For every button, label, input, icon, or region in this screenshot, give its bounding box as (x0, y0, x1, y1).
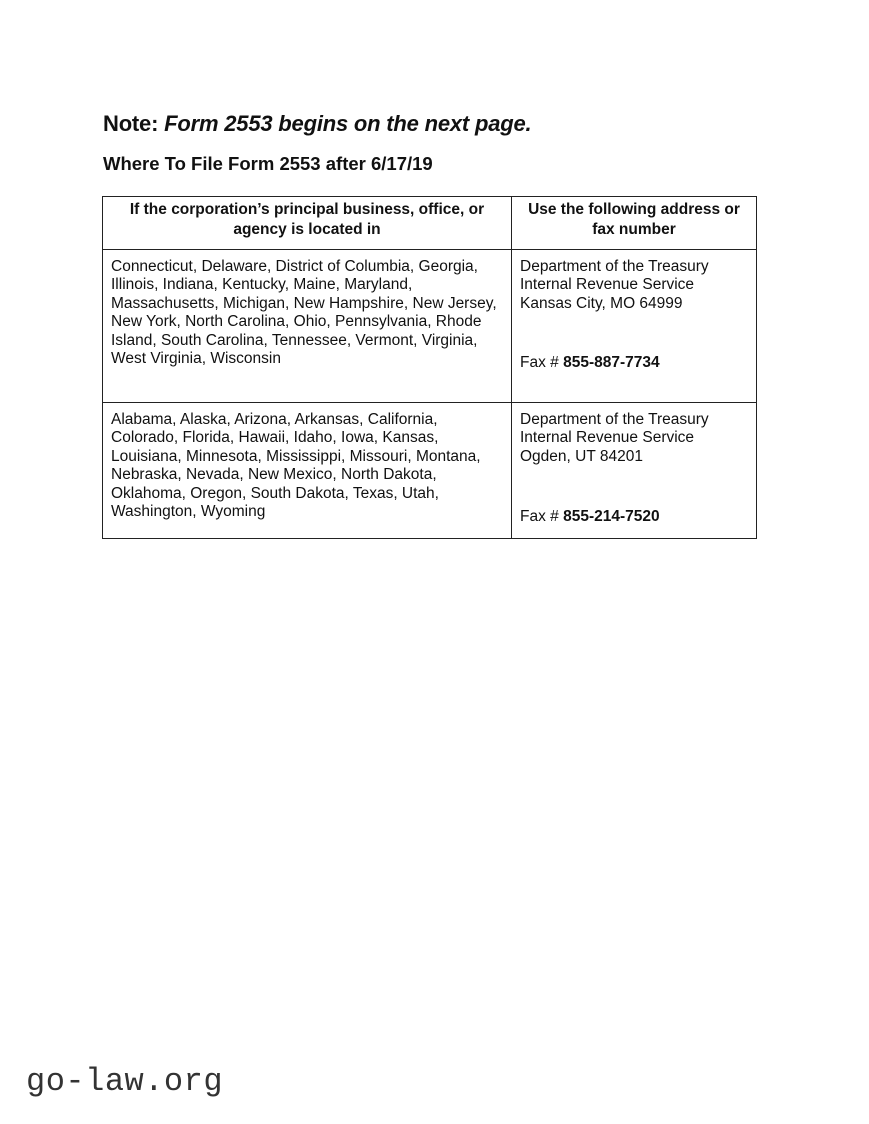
fax-line (520, 354, 660, 372)
table-row (103, 403, 757, 539)
table-row (103, 250, 757, 403)
fax-number: 855-887-7734 (563, 353, 660, 371)
header-location: If the corporation’s principal business, office, or agency is located in (103, 197, 512, 250)
filing-address-table (102, 196, 757, 539)
fax-label: Fax # (520, 353, 559, 371)
section-title: Where To File Form 2553 after 6/17/19 (103, 153, 433, 174)
address-cell (512, 403, 757, 539)
note-text: Form 2553 begins on the next page. (164, 111, 532, 136)
states-cell: Connecticut, Delaware, District of Columbia, Georgia, Illinois, Indiana, Kentucky, Maine, Maryland, Massachusetts, Michigan, New Hampshire, New Jersey, New York, North Carolina, Ohio, Pennsylvania, Rhode Island, South Carolina, Tennessee, Vermont, Virginia, West Virginia, Wisconsin (103, 250, 512, 403)
address-line: Department of the Treasury (520, 411, 709, 428)
fax-label: Fax # (520, 507, 559, 525)
note-label: Note: (103, 111, 159, 136)
watermark: go-law.org (26, 1063, 224, 1100)
header-address: Use the following address or fax number (512, 197, 757, 250)
address-line: Kansas City, MO 64999 (520, 294, 683, 312)
states-cell: Alabama, Alaska, Arizona, Arkansas, California, Colorado, Florida, Hawaii, Idaho, Iowa, Kansas, Louisiana, Minnesota, Mississippi, Missouri, Montana, Nebraska, Nevada, New Mexico, North Dakota, Oklahoma, Oregon, South Dakota, Texas, Utah, Washington, Wyoming (103, 403, 512, 539)
fax-number: 855-214-7520 (563, 507, 660, 525)
fax-line (520, 508, 660, 526)
address-line: Department of the Treasury (520, 258, 709, 275)
address-line: Internal Revenue Service (520, 276, 695, 294)
address-cell (512, 250, 757, 403)
page-note (103, 111, 531, 137)
address-line: Internal Revenue Service (520, 429, 695, 447)
table-header-row (103, 197, 757, 250)
address-line: Ogden, UT 84201 (520, 447, 643, 465)
